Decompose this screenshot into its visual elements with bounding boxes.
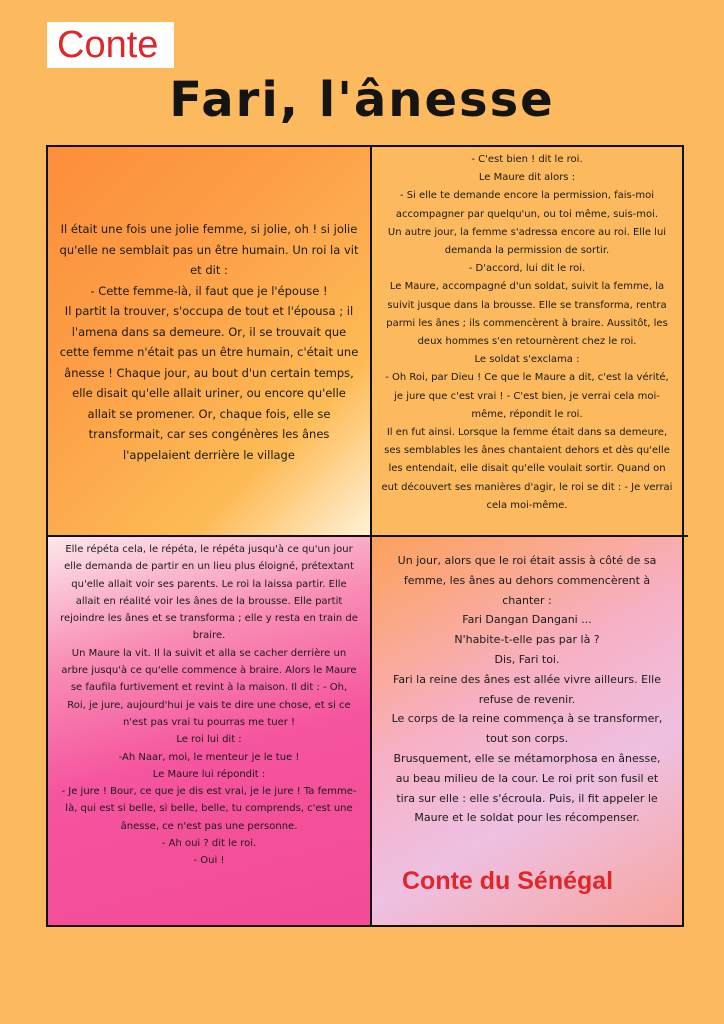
paragraph: -Ah Naar, moi, le menteur je le tue ! (118, 751, 300, 763)
paragraph: - Oui ! (193, 855, 225, 867)
story-panel-1 (48, 147, 370, 535)
song-line: Fari Dangan Dangani ... (462, 613, 592, 627)
paragraph: Elle répéta cela, le répéta, le répéta jusqu'à ce qu'un jour elle demanda de partir en un lieu plus éloigné, prétextant qu'elle allait voir ses parents. Le roi la laissa partir. Elle allait en réalité voir les ânes de la brousse. Elle partit rejoindre les ânes et se transforma ; elle y resta en train de braire. (60, 544, 358, 642)
panel-2-text (380, 151, 674, 515)
story-panel-3 (48, 537, 370, 925)
paragraph: Un Maure la vit. Il la suivit et alla se cacher derrière un arbre jusqu'à ce qu'elle commence à braire. Alors le Maure se faufila furtivement et revint à la maison. Il dit : - Oh, Roi, je jure, aujourd'hui je vais te dire une chose, et si ce n'est pas vrai tu pourras me tuer ! (61, 647, 357, 728)
paragraph: - Oh Roi, par Dieu ! Ce que le Maure a dit, c'est la vérité, je jure que c'est vrai ! - C'est bien, je verrai cela moi-même, répondit le roi. (385, 372, 669, 420)
story-panel-2 (372, 147, 682, 535)
paragraph: Il partit la trouver, s'occupa de tout et l'épousa ; il l'amena dans sa demeure. Or, il se trouvait que cette femme n'était pas un être humain, c'était une ânesse ! Chaque jour, au bout d'un certain temps, elle disait qu'elle allait uriner, ou encore qu'elle allait se promener. Or, chaque fois, elle se transformait, car ses congénères les ânes l'appelaient derrière le village (59, 304, 359, 462)
genre-label: Conte (47, 22, 174, 68)
song-line: Dis, Fari toi. (494, 652, 560, 666)
paragraph: Le roi lui dit : (176, 734, 242, 746)
horizontal-divider (48, 535, 688, 537)
paragraph: - C'est bien ! dit le roi. (471, 154, 583, 165)
paragraph: Un autre jour, la femme s'adressa encore au roi. Elle lui demanda la permission de sortir. (387, 226, 667, 257)
paragraph: - Si elle te demande encore la permission, fais-moi accompagner par quelqu'un, ou toi même, suis-moi. (395, 190, 659, 220)
panel-3-text (60, 541, 358, 870)
paragraph: Le Maure lui répondit : (152, 768, 266, 780)
paragraph: - Ah oui ? dit le roi. (161, 838, 257, 850)
paragraph: Brusquement, elle se métamorphosa en ânesse, au beau milieu de la cour. Le roi prit son fusil et tira sur elle : elle s'écroula. Puis, il fit appeler le Maure et le soldat pour les récompenser. (393, 751, 661, 825)
story-grid (46, 145, 684, 927)
paragraph: Le soldat s'exclama : (474, 354, 580, 366)
origin-signature: Conte du Sénégal (402, 867, 614, 895)
paragraph: Fari la reine des ânes est allée vivre ailleurs. Elle refuse de revenir. (393, 672, 661, 706)
panel-1-text (58, 219, 360, 465)
paragraph: - D'accord, lui dit le roi. (468, 263, 586, 275)
page-title: Fari, l'ânesse (169, 72, 555, 128)
paragraph: Le Maure dit alors : (478, 172, 576, 184)
song-line: N'habite-t-elle pas par là ? (454, 633, 600, 647)
paragraph: Un jour, alors que le roi était assis à côté de sa femme, les ânes au dehors commencèrent à chanter : (397, 554, 657, 607)
story-panel-4 (372, 537, 682, 925)
panel-4-text (386, 551, 668, 828)
paragraph: Il était une fois une jolie femme, si jolie, oh ! si jolie qu'elle ne semblait pas un être humain. Un roi la vit et dit : (59, 222, 359, 277)
paragraph: Le Maure, accompagné d'un soldat, suivit la femme, la suivit jusque dans la brousse. Elle se transforma, rentra parmi les ânes ; ils commencèrent à braire. Aussitôt, les deux hommes s'en retournèrent chez le roi. (386, 281, 668, 348)
paragraph: Il en fut ainsi. Lorsque la femme était dans sa demeure, ses semblables les ânes chantaient dehors et dès qu'elle les entendait, elle disait qu'elle voulait sortir. Quand on eut découvert ses manières d'agir, le roi se dit : - Je verrai cela moi-même. (381, 427, 673, 511)
paragraph: - Je jure ! Bour, ce que je dis est vrai, je le jure ! Ta femme-là, qui est si belle, si belle, belle, tu comprends, c'est une ânesse, ce n'est pas une personne. (61, 786, 357, 832)
paragraph: Le corps de la reine commença à se transformer, tout son corps. (391, 712, 663, 746)
paragraph: - Cette femme-là, il faut que je l'épouse ! (90, 283, 328, 298)
